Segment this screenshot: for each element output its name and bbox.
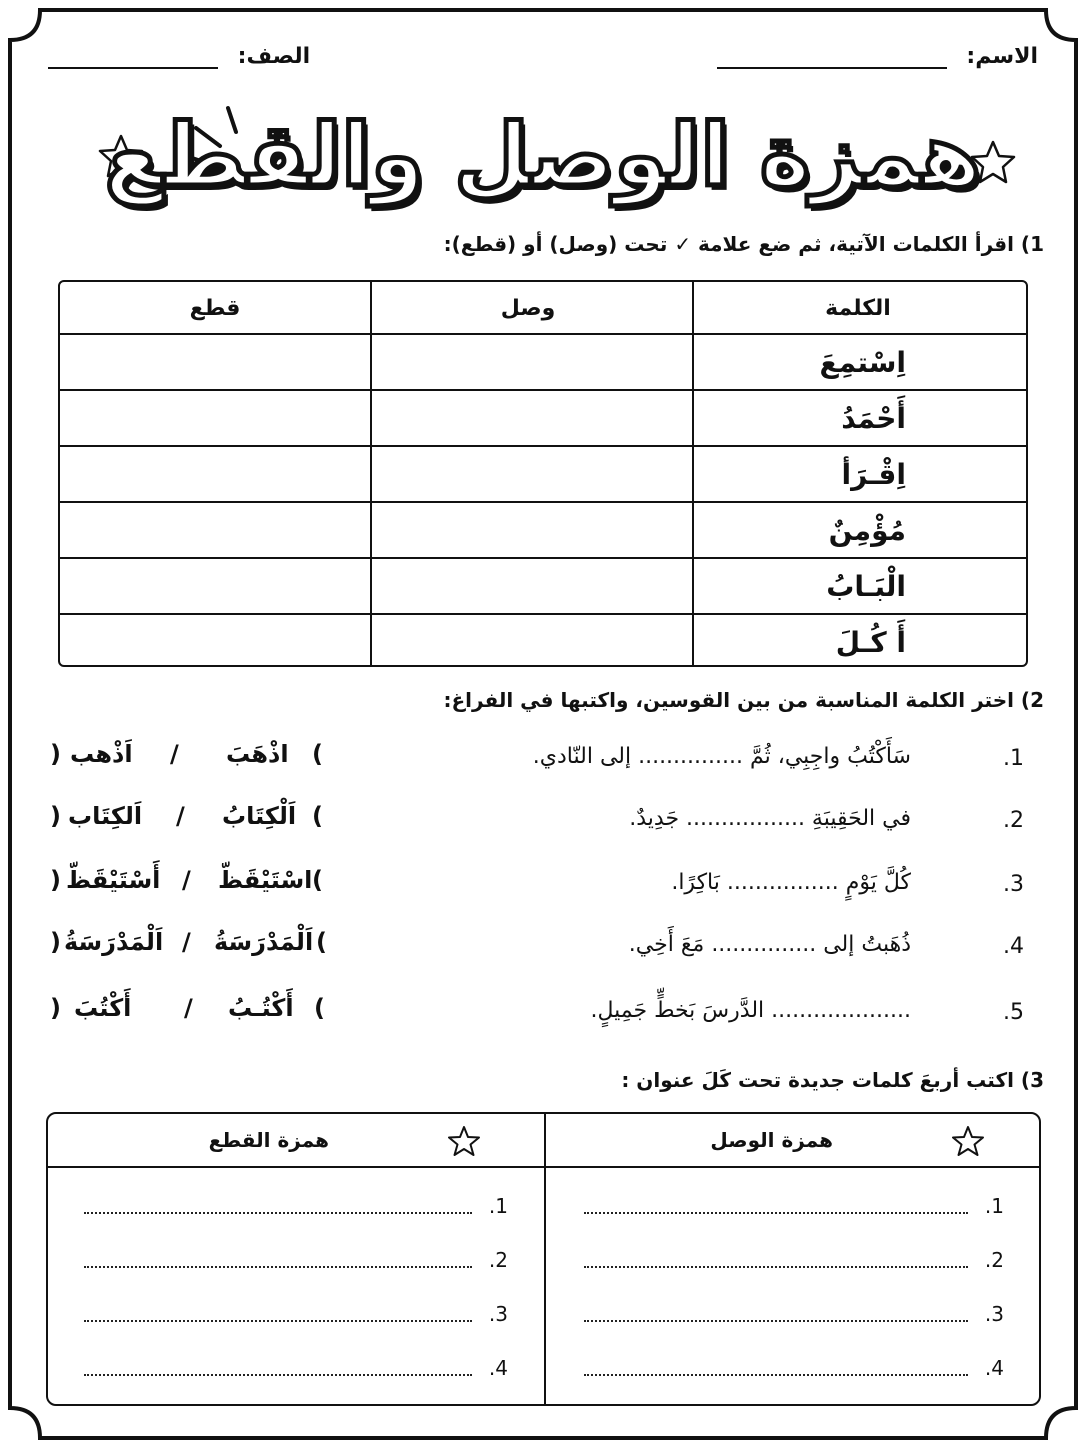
word-cell: الْبَـابُ [826, 570, 906, 603]
qat-item[interactable] [84, 1194, 508, 1224]
paren-open: ( [312, 740, 323, 768]
qat-item[interactable] [84, 1356, 508, 1386]
column-divider [692, 282, 694, 665]
answer-line[interactable] [584, 1320, 968, 1322]
wasl-item[interactable] [584, 1302, 1004, 1332]
word-cell: مُؤْمِنٌ [828, 514, 906, 547]
answer-line[interactable] [84, 1266, 472, 1268]
answer-line[interactable] [84, 1374, 472, 1376]
q2-instruction: 2) اختر الكلمة المناسبة من بين القوسين، واكتبها في الفراغ: [443, 688, 1044, 712]
header-wasl: همزة الوصل [710, 1128, 833, 1152]
page-title: همزة الوصل والقطع [104, 106, 982, 206]
col-header-word: الكلمة [825, 296, 891, 321]
paren-open: ( [316, 928, 327, 956]
col-header-wasl: وصل [500, 296, 556, 321]
table-row [60, 391, 1026, 447]
table-row [60, 503, 1026, 559]
q1-instruction: 1) اقرأ الكلمات الآتية، ثم ضع علامة ✓ تحت (وصل) أو (قطع): [443, 232, 1044, 256]
sentence-number: 5. [1003, 1000, 1024, 1025]
answer-line[interactable] [584, 1266, 968, 1268]
wasl-item[interactable] [584, 1356, 1004, 1386]
option-1[interactable]: اسْتَيْقَظّ [218, 866, 313, 894]
sentence-number: 3. [1003, 872, 1024, 897]
option-1[interactable]: اَلْكِتَابُ [222, 802, 297, 830]
table-row [60, 335, 1026, 391]
item-number: 2. [488, 1248, 508, 1272]
option-separator: / [182, 928, 191, 956]
table-row [60, 447, 1026, 503]
option-separator: / [182, 866, 191, 894]
name-blank[interactable] [717, 45, 947, 69]
option-1[interactable]: اَلْمَدْرَسَةُ [214, 928, 314, 956]
table-row [60, 615, 1026, 671]
class-label: الصف: [237, 44, 311, 69]
item-number: 4. [488, 1356, 508, 1380]
option-separator: / [176, 802, 185, 830]
option-2[interactable]: أَكْتُبَ [74, 994, 132, 1022]
name-field[interactable] [717, 44, 1038, 69]
word-cell: اِسْتمِعَ [819, 346, 906, 379]
column-divider [370, 282, 372, 665]
star-icon [951, 1124, 985, 1158]
option-1[interactable]: أَكْتُـبُ [228, 994, 294, 1022]
item-number: 3. [488, 1302, 508, 1326]
option-separator: / [184, 994, 193, 1022]
q1-header-row [60, 282, 1026, 335]
table-row [60, 559, 1026, 615]
title-banner [0, 86, 1086, 226]
q3-table [46, 1112, 1041, 1406]
col-header-qat: قطع [189, 296, 241, 321]
item-number: 1. [984, 1194, 1004, 1218]
paren-close: ) [50, 866, 61, 894]
option-separator: / [170, 740, 179, 768]
option-2[interactable]: اَذْهب [70, 740, 133, 768]
item-number: 2. [984, 1248, 1004, 1272]
paren-close: ) [50, 802, 61, 830]
sentence-number: 2. [1003, 808, 1024, 833]
paren-close: ) [50, 994, 61, 1022]
class-blank[interactable] [48, 45, 218, 69]
qat-item[interactable] [84, 1302, 508, 1332]
option-1[interactable]: اذْهَبَ [226, 740, 289, 768]
answer-line[interactable] [584, 1212, 968, 1214]
sentence-text: .................... الدَّرسَ بَخطٍّ جَمِيلٍ. [590, 998, 911, 1023]
item-number: 3. [984, 1302, 1004, 1326]
sentence-number: 4. [1003, 934, 1024, 959]
paren-close: ) [50, 928, 61, 956]
wasl-item[interactable] [584, 1248, 1004, 1278]
option-2[interactable]: أَسْتَيْقَظّ [66, 866, 161, 894]
sentence-number: 1. [1003, 746, 1024, 771]
item-number: 1. [488, 1194, 508, 1218]
sentence-text: كُلَّ يَوْمٍ ................ بَاكِرًا. [671, 870, 911, 895]
paren-close: ) [50, 740, 61, 768]
class-field[interactable] [48, 44, 310, 69]
sentence-text: ذُهَبتُ إلى ............... مَعَ أَخِي. [628, 932, 911, 957]
paren-open: ( [312, 802, 323, 830]
star-icon [447, 1124, 481, 1158]
column-divider [544, 1114, 546, 1404]
header-qat: همزة القطع [208, 1128, 329, 1152]
answer-line[interactable] [584, 1374, 968, 1376]
item-number: 4. [984, 1356, 1004, 1380]
word-cell: اِقْـرَأ [841, 458, 906, 491]
name-label: الاسم: [966, 44, 1038, 69]
option-2[interactable]: اَلْمَدْرَسَةُ [64, 928, 164, 956]
paren-open: ( [314, 994, 325, 1022]
q1-table [58, 280, 1028, 667]
q3-instruction: 3) اكتب أربعَ كلمات جديدة تحت كَلَ عنوان : [621, 1068, 1044, 1092]
paren-open: ( [312, 866, 323, 894]
sentence-text: في الحَقِيبَةِ ................. جَدِيدٌ. [629, 806, 911, 831]
qat-item[interactable] [84, 1248, 508, 1278]
option-2[interactable]: اَلكِتَاب [68, 802, 143, 830]
wasl-item[interactable] [584, 1194, 1004, 1224]
word-cell: أَحْمَدُ [841, 402, 906, 435]
word-cell: أَ كُـلَ [835, 626, 906, 659]
sentence-text: سَأَكْتُبُ واجِبِي، ثُمَّ ............... إلى النّادي. [532, 744, 911, 769]
answer-line[interactable] [84, 1320, 472, 1322]
answer-line[interactable] [84, 1212, 472, 1214]
